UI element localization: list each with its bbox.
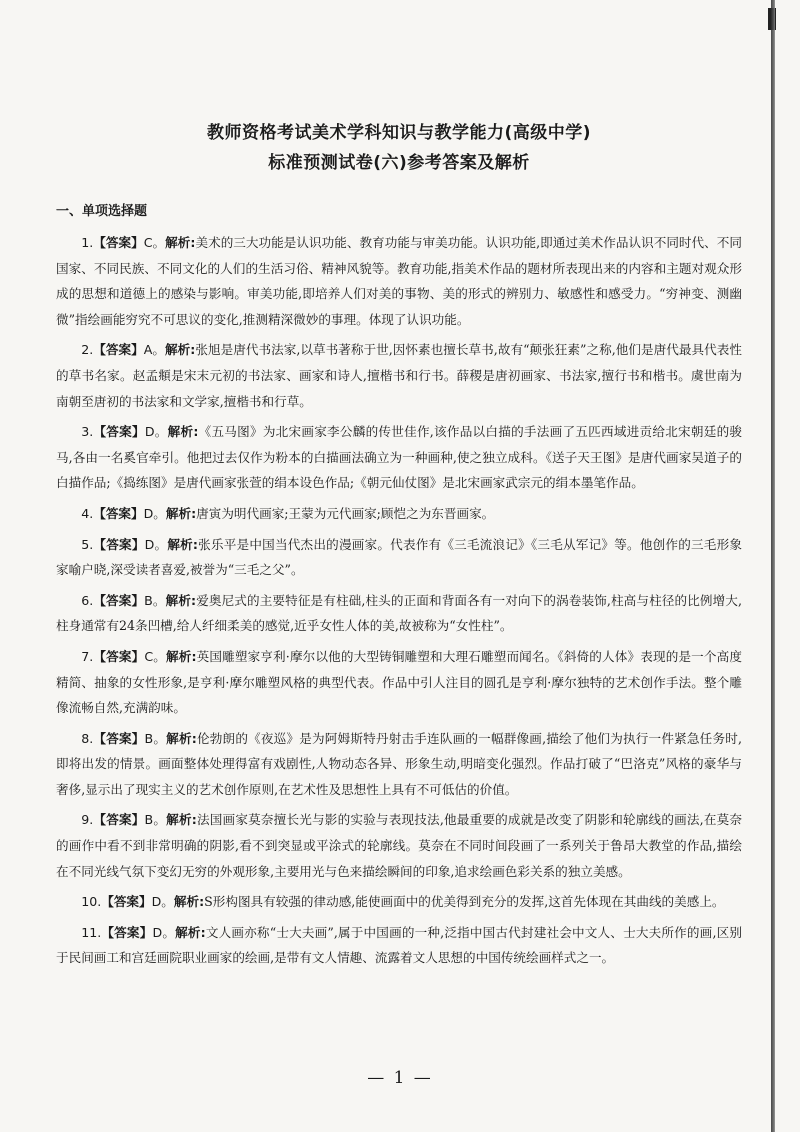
answer-choice: B。: [144, 730, 167, 746]
answer-choice: C。: [144, 648, 166, 664]
answer-label: 【答案】: [93, 648, 145, 664]
analysis-text: 爱奥尼式的主要特征是有柱础,柱头的正面和背面各有一对向下的涡卷装饰,柱高与柱径的比例增大,柱身通常有24条凹槽,给人纤细柔美的感觉,近乎女性人体的美,故被称为“女性柱”。: [56, 592, 743, 634]
answer-label: 【答案】: [93, 592, 145, 608]
analysis-label: 解析:: [165, 235, 196, 250]
item-number: 1.: [81, 235, 94, 250]
answer-choice: B。: [144, 592, 166, 608]
answer-choice: D。: [144, 424, 168, 440]
answer-label: 【答案】: [93, 505, 144, 521]
analysis-label: 解析:: [165, 648, 197, 664]
analysis-label: 解析:: [167, 536, 198, 552]
item-number: 3.: [81, 424, 94, 440]
item-number: 6.: [81, 592, 94, 608]
answer-choice: D。: [143, 505, 166, 521]
analysis-text: 唐寅为明代画家;王蒙为元代画家;顾恺之为东晋画家。: [196, 505, 495, 521]
section-heading: 一、单项选择题: [56, 204, 148, 219]
analysis-label: 解析:: [173, 894, 205, 910]
item-number: 2.: [81, 342, 94, 358]
item-number: 10.: [81, 894, 102, 910]
answer-label: 【答案】: [93, 424, 145, 440]
analysis-text: 伦勃朗的《夜巡》是为阿姆斯特丹射击手连队画的一幅群像画,描绘了他们为执行一件紧急任务时,即将出发的情景。画面整体处理得富有戏剧性,人物动态各异、形象生动,明暗变化强烈。作品打破了“巴洛克”风格的豪华与奢侈,显示出了现实主义的艺术创作原则,在艺术性及思想性上具有不可低估的价值。: [56, 730, 743, 797]
answer-label: 【答案】: [101, 924, 153, 940]
item-number: 4.: [81, 505, 94, 521]
analysis-text: 法国画家莫奈擅长光与影的实验与表现技法,他最重要的成就是改变了阴影和轮廓线的画法,在莫奈的画作中看不到非常明确的阴影,看不到突显或平涂式的轮廓线。莫奈在不同时间段画了一系列关于鲁昂大教堂的作品,描绘在不同光线气氛下变幻无穷的外观形象,主要用光与色来描绘瞬间的印象,追求绘画色彩关系的独立美感。: [56, 812, 743, 879]
answer-label: 【答案】: [93, 812, 145, 828]
analysis-text: 英国雕塑家亨利·摩尔以他的大型铸铜雕塑和大理石雕塑而闻名。《斜倚的人体》表现的是一个高度精简、抽象的女性形象,是亨利·摩尔雕塑风格的典型代表。作品中引人注目的圆孔是亨利·摩尔独特的艺术创作手法。整个雕像流畅自然,充满韵味。: [56, 648, 742, 716]
analysis-label: 解析:: [165, 342, 196, 358]
analysis-text: 张乐平是中国当代杰出的漫画家。代表作有《三毛流浪记》《三毛从军记》等。他创作的三毛形象家喻户晓,深受读者喜爱,被誉为“三毛之父”。: [56, 536, 742, 578]
answer-item: [56, 644, 742, 721]
item-number: 9.: [81, 812, 94, 828]
item-number: 5.: [81, 536, 94, 552]
answer-item: [56, 419, 742, 496]
analysis-text: 张旭是唐代书法家,以草书著称于世,因怀素也擅长草书,故有“颠张狂素”之称,他们是唐代最具代表性的草书名家。赵孟頫是宋末元初的书法家、画家和诗人,擅楷书和行书。薛稷是唐初画家、书法家,擅行书和楷书。虞世南为南朝至唐初的书法家和文学家,擅楷书和行草。: [56, 342, 743, 409]
analysis-label: 解析:: [165, 505, 197, 521]
item-number: 8.: [81, 730, 94, 746]
analysis-label: 解析:: [166, 730, 197, 746]
item-number: 11.: [81, 924, 102, 940]
answer-item: [56, 501, 742, 527]
answer-label: 【答案】: [101, 894, 152, 910]
answer-label: 【答案】: [93, 235, 144, 250]
analysis-label: 解析:: [175, 924, 206, 940]
analysis-text: 《五马图》为北宋画家李公麟的传世佳作,该作品以白描的手法画了五匹西域进贡给北宋朝廷的骏马,各由一名奚官牵引。他把过去仅作为粉本的白描画法确立为一种画种,使之独立成科。《送子天王图》是唐代画家吴道子的白描作品;《捣练图》是唐代画家张萱的绢本设色作品;《朝元仙仗图》是北宋画家武宗元的绢本墨笔作品。: [56, 424, 743, 491]
answer-item: [56, 588, 742, 639]
answer-item: [56, 337, 742, 414]
item-number: 7.: [81, 648, 94, 664]
document-page: [56, 118, 742, 976]
analysis-label: 解析:: [165, 592, 197, 608]
title-line-1: 教师资格考试美术学科知识与教学能力(高级中学): [206, 123, 592, 143]
analysis-label: 解析:: [166, 812, 197, 828]
analysis-text: 文人画亦称“士大夫画”,属于中国画的一种,泛指中国古代封建社会中文人、士大夫所作的画,区别于民间画工和宫廷画院职业画家的绘画,是带有文人情趣、流露着文人思想的中国传统绘画样式之一。: [56, 924, 742, 966]
answer-item: [56, 807, 742, 884]
answer-item: [56, 920, 742, 971]
answer-item: [56, 532, 742, 583]
answer-choice: B。: [144, 812, 167, 828]
page-number: — 1 —: [367, 1068, 433, 1088]
answer-list: [56, 230, 742, 971]
answer-item: [56, 230, 742, 332]
analysis-text: 美术的三大功能是认识功能、教育功能与审美功能。认识功能,即通过美术作品认识不同时代、不同国家、不同民族、不同文化的人们的生活习俗、精神风貌等。教育功能,指美术作品的题材所表现出来的内容和主题对观众形成的思想和道德上的感染与影响。审美功能,即培养人们对美的事物、美的形式的辨别力、敏感性和感受力。“穷神变、测幽微”指绘画能穷究不可思议的变化,推测精深微妙的事理。体现了认识功能。: [56, 235, 742, 327]
answer-choice: A。: [143, 342, 166, 358]
analysis-text: S形构图具有较强的律动感,能使画面中的优美得到充分的发挥,这首先体现在其曲线的美感上。: [204, 894, 725, 910]
answer-label: 【答案】: [93, 730, 145, 746]
scan-edge-line: [771, 0, 775, 1132]
answer-choice: C。: [143, 235, 166, 250]
answer-choice: D。: [152, 924, 176, 940]
analysis-label: 解析:: [167, 424, 199, 440]
answer-label: 【答案】: [93, 536, 145, 552]
answer-label: 【答案】: [93, 342, 144, 358]
answer-item: [56, 889, 742, 915]
title-line-2: 标准预测试卷(六)参考答案及解析: [268, 153, 530, 173]
answer-item: [56, 726, 742, 803]
answer-choice: D。: [151, 894, 174, 910]
answer-choice: D。: [144, 536, 168, 552]
